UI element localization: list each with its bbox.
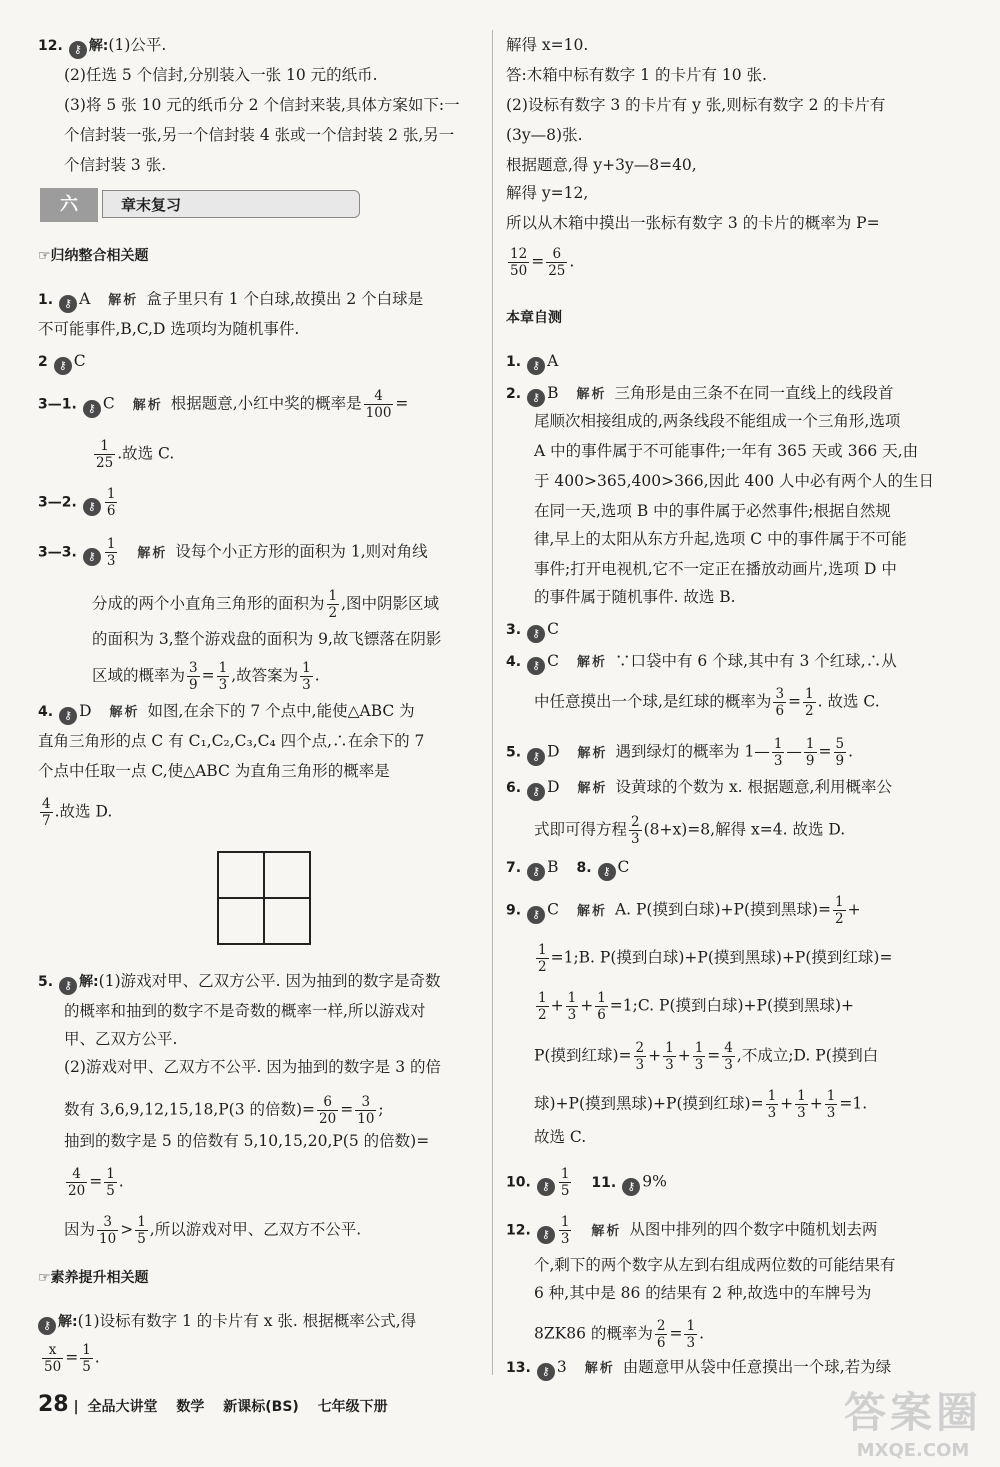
fraction: $\frac{2}{6}$ (656, 1318, 666, 1351)
subject: 数学 (176, 1399, 205, 1415)
a4-line2: 中任意摸出一个球,是红球的概率为 $\frac{3}{6}$ = $\frac{1}{2}$ . 故选 C. (534, 686, 880, 719)
fraction: $\frac{3}{9}$ (189, 660, 198, 693)
subheading-self-test: 本章自测 (506, 310, 562, 326)
grade: 七年级下册 (317, 1399, 388, 1415)
subheading-summary: ☞归纳整合相关题 (38, 248, 149, 264)
q4-line1: 4. ⚷ D 解析 如图,在余下的 7 个点中,能使△ABC 为 (38, 700, 415, 725)
fraction: $\frac{4}{3}$ (724, 1040, 733, 1073)
key-icon: ⚷ (598, 863, 616, 881)
fraction: $\frac{1}{3}$ (218, 660, 228, 693)
q12-line4: 个信封装一张,另一个信封装 4 张或一个信封装 2 张,另一 (64, 126, 455, 144)
q5-line3: 甲、乙双方公平. (64, 1030, 178, 1048)
fraction: $\frac{4}{7}$ (42, 796, 51, 829)
key-icon: ⚷ (527, 657, 545, 675)
grid-figure (188, 830, 348, 965)
a1-line: 1. ⚷ A (506, 350, 558, 375)
a4-line1: 4. ⚷ C 解析 ∵口袋中有 6 个球,其中有 3 个红球,∴从 (506, 650, 897, 675)
fraction: $\frac{2}{3}$ (631, 814, 640, 847)
r-line1: 解得 x=10. (506, 36, 589, 54)
watermark (844, 1380, 982, 1461)
q2-line: 2 ⚷ C (38, 350, 86, 375)
a9-line6: 故选 C. (534, 1128, 587, 1146)
a2-line2: 尾顺次相接组成的,两条线段不能组成一个三角形,选项 (534, 412, 901, 430)
q5-line1: 5. ⚷ 解:(1)游戏对甲、乙双方公平. 因为抽到的数字是奇数 (38, 970, 440, 995)
q12-line3: (3)将 5 张 10 元的纸币分 2 个信封来装,具体方案如下:一 (64, 96, 460, 114)
r-line8: $\frac{12}{50}$ = $\frac{6}{25}$ . (510, 246, 575, 279)
a2-line1: 2. ⚷ B 解析 三角形是由三条不在同一直线上的线段首 (506, 382, 893, 407)
q5-line8: 因为 $\frac{3}{10}$ > $\frac{1}{5}$ ,所以游戏对甲、乙双方不公平. (64, 1214, 362, 1247)
r-line6: 解得 y=12, (506, 184, 589, 202)
fraction: $\frac{2}{3}$ (635, 1040, 645, 1073)
q3-2-line: 3—2. ⚷ $\frac{1}{6}$ (38, 486, 116, 519)
fraction: $\frac{1}{25}$ (96, 438, 114, 471)
q5-line5: 数有 3,6,9,12,15,18,P(3 的倍数)= $\frac{6}{20}$ = $\frac{3}{10}$ ; (64, 1094, 384, 1127)
key-icon: ⚷ (527, 906, 545, 924)
a7-a8-line: 7. ⚷ B 8. ⚷ C (506, 856, 629, 881)
a12-line1: 12. ⚷ $\frac{1}{3}$ 解析 从图中排列的四个数字中随机划去两 (506, 1214, 878, 1247)
key-icon: ⚷ (527, 389, 545, 407)
fraction: $\frac{1}{5}$ (106, 1166, 115, 1199)
r-line3: (2)设标有数字 3 的卡片有 y 张,则标有数字 2 的卡片有 (506, 96, 886, 114)
a6-line2: 式即可得方程 $\frac{2}{3}$ (8+x)=8,解得 x=4. 故选 D. (534, 814, 846, 847)
q5-line6: 抽到的数字是 5 的倍数有 5,10,15,20,P(5 的倍数)= (64, 1132, 430, 1150)
a9-line4: P(摸到红球)= $\frac{2}{3}$ + $\frac{1}{3}$ + $\frac{1}{3}$ = $\frac{4}{3}$ ,不成立;D. P(摸到白 (534, 1040, 879, 1073)
key-icon: ⚷ (527, 863, 545, 881)
key-icon: ⚷ (59, 977, 77, 995)
watermark-url: MXQE.COM (856, 1440, 970, 1461)
q4-line2: 直角三角形的点 C 有 C₁,C₂,C₃,C₄ 四个点,∴在余下的 7 (38, 732, 425, 750)
a9-line3: $\frac{1}{2}$ + $\frac{1}{3}$ + $\frac{1}{6}$ =1;C. P(摸到白球)+P(摸到黑球)+ (538, 990, 855, 1023)
r-line7: 所以从木箱中摸出一张标有数字 3 的卡片的概率为 P= (506, 214, 880, 232)
q1-line2: 不可能事件,B,C,D 选项均为随机事件. (38, 320, 300, 338)
q3-3-line1: 3—3. ⚷ $\frac{1}{3}$ 解析 设每个小正方形的面积为 1,则对角线 (38, 536, 428, 569)
page-footer (38, 1392, 388, 1417)
q4-line4: $\frac{4}{7}$ .故选 D. (42, 796, 113, 829)
fraction: $\frac{1}{3}$ (767, 1088, 777, 1121)
key-icon: ⚷ (59, 707, 77, 725)
q1-line1: 1. ⚷ A 解析 盒子里只有 1 个白球,故摸出 2 个白球是 (38, 288, 423, 313)
r-line2: 答:木箱中标有数字 1 的卡片有 10 张. (506, 66, 767, 84)
fraction: $\frac{1}{3}$ (665, 1040, 674, 1073)
a2-line8: 的事件属于随机事件. 故选 B. (534, 588, 736, 606)
r-line5: 根据题意,得 y+3y—8=40, (506, 156, 697, 174)
fraction: $\frac{1}{5}$ (137, 1214, 146, 1247)
fraction: $\frac{6}{20}$ (319, 1094, 337, 1127)
q6-line2: $\frac{x}{50}$ = $\frac{1}{5}$ . (44, 1342, 100, 1375)
a2-line3: A 中的事件属于不可能事件;一年有 365 天或 366 天,由 (534, 442, 919, 460)
fraction: $\frac{5}{9}$ (835, 736, 845, 769)
key-icon: ⚷ (537, 1178, 555, 1196)
fraction: $\frac{1}{6}$ (106, 486, 116, 519)
fraction: $\frac{1}{3}$ (773, 736, 783, 769)
fraction: $\frac{1}{6}$ (597, 990, 606, 1023)
fraction: $\frac{1}{2}$ (538, 990, 547, 1023)
key-icon: ⚷ (83, 400, 101, 418)
fraction: $\frac{4}{100}$ (365, 388, 392, 421)
fraction: $\frac{4}{20}$ (68, 1166, 86, 1199)
footer-bar: | (73, 1399, 79, 1415)
key-icon: ⚷ (54, 357, 72, 375)
fraction: $\frac{1}{2}$ (538, 942, 547, 975)
q6-line1: ⚷ 解:(1)设标有数字 1 的卡片有 x 张. 根据概率公式,得 (38, 1310, 416, 1335)
fraction: $\frac{1}{3}$ (567, 990, 577, 1023)
a9-line1: 9. ⚷ C 解析 A. P(摸到白球)+P(摸到黑球)= $\frac{1}{2}$ + (506, 894, 861, 927)
a9-line5: 球)+P(摸到黑球)+P(摸到红球)= $\frac{1}{3}$ + $\frac{1}{3}$ + $\frac{1}{3}$ =1. (534, 1088, 868, 1121)
page-number: 28 (38, 1392, 69, 1417)
a6-line1: 6. ⚷ D 解析 设黄球的个数为 x. 根据题意,利用概率公 (506, 776, 892, 801)
book-title: 全品大讲堂 (87, 1399, 158, 1415)
q12-line1: 12. ⚷ 解:(1)公平. (38, 34, 166, 59)
key-icon: ⚷ (527, 357, 545, 375)
fraction: $\frac{1}{3}$ (826, 1088, 836, 1121)
a2-line5: 在同一天,选项 B 中的事件属于必然事件;根据自然规 (534, 502, 891, 520)
section-banner (40, 188, 362, 222)
key-icon: ⚷ (527, 625, 545, 643)
fraction: $\frac{1}{2}$ (835, 894, 844, 927)
fraction: $\frac{3}{10}$ (357, 1094, 375, 1127)
q12-line2: (2)任选 5 个信封,分别装入一张 10 元的纸币. (64, 66, 378, 84)
a5-line: 5. ⚷ D 解析 遇到绿灯的概率为 1— $\frac{1}{3}$ — $\frac{1}{9}$ = $\frac{5}{9}$ . (506, 736, 854, 769)
fraction: $\frac{3}{10}$ (99, 1214, 117, 1247)
key-icon: ⚷ (59, 295, 77, 313)
q12-line5: 个信封装 3 张. (64, 156, 167, 174)
q3-3-line4: 区域的概率为 $\frac{3}{9}$ = $\frac{1}{3}$ ,故答案为 $\frac{1}{3}$ . (92, 660, 320, 693)
q5-line7: $\frac{4}{20}$ = $\frac{1}{5}$ . (68, 1166, 124, 1199)
fraction: $\frac{1}{3}$ (694, 1040, 704, 1073)
fraction: $\frac{1}{3}$ (106, 536, 116, 569)
fraction: $\frac{x}{50}$ (44, 1342, 62, 1375)
key-icon: ⚷ (537, 1363, 555, 1381)
fraction: $\frac{1}{3}$ (797, 1088, 806, 1121)
fraction: $\frac{1}{5}$ (560, 1166, 570, 1199)
watermark-logo: 答案圈 (843, 1388, 982, 1437)
key-icon: ⚷ (527, 783, 545, 801)
fraction: $\frac{1}{3}$ (302, 660, 311, 693)
key-icon: ⚷ (83, 498, 101, 516)
q3-3-line3: 的面积为 3,整个游戏盘的面积为 9,故飞镖落在阴影 (92, 630, 442, 648)
fraction: $\frac{1}{5}$ (82, 1342, 91, 1375)
q3-1-line2: $\frac{1}{25}$ .故选 C. (96, 438, 175, 471)
fraction: $\frac{1}{2}$ (328, 588, 338, 621)
key-icon: ⚷ (69, 41, 87, 59)
section-title: 章末复习 (102, 190, 360, 218)
a13-line: 13. ⚷ 3 解析 由题意甲从袋中任意摸出一个球,若为绿 (506, 1356, 891, 1381)
a10-a11-line: 10. ⚷ $\frac{1}{5}$ 11. ⚷ 9% (506, 1166, 667, 1199)
q5-line2: 的概率和抽到的数字不是奇数的概率一样,所以游戏对 (64, 1002, 426, 1020)
q4-line3: 个点中任取一点 C,使△ABC 为直角三角形的概率是 (38, 762, 390, 780)
a12-line3: 6 种,其中是 86 的结果有 2 种,故选中的车牌号为 (534, 1284, 872, 1302)
fraction: $\frac{6}{25}$ (548, 246, 566, 279)
a2-line6: 律,早上的太阳从东方升起,选项 C 中的事件属于不可能 (534, 530, 907, 548)
r-line4: (3y—8)张. (506, 126, 583, 144)
q5-line4: (2)游戏对甲、乙双方不公平. 因为抽到的数字是 3 的倍 (64, 1058, 442, 1076)
a12-line2: 个,剩下的两个数字从左到右组成两位数的可能结果有 (534, 1256, 896, 1274)
fraction: $\frac{1}{3}$ (560, 1214, 570, 1247)
a3-line: 3. ⚷ C (506, 618, 559, 643)
a9-line2: $\frac{1}{2}$ =1;B. P(摸到白球)+P(摸到黑球)+P(摸到红球)= (538, 942, 893, 975)
fraction: $\frac{3}{6}$ (775, 686, 785, 719)
q3-1-line1: 3—1. ⚷ C 解析 根据题意,小红中奖的概率是 $\frac{4}{100}$ = (38, 388, 409, 421)
key-icon: ⚷ (527, 748, 545, 766)
subheading-literacy: ☞素养提升相关题 (38, 1270, 149, 1286)
column-divider (492, 30, 493, 1375)
edition: 新课标(BS) (223, 1399, 299, 1415)
key-icon: ⚷ (38, 1317, 56, 1335)
fraction: $\frac{12}{50}$ (510, 246, 528, 279)
key-icon: ⚷ (622, 1178, 640, 1196)
fraction: $\frac{1}{3}$ (686, 1318, 696, 1351)
fraction: $\frac{1}{2}$ (805, 686, 814, 719)
fraction: $\frac{1}{9}$ (805, 736, 815, 769)
section-number: 六 (40, 188, 98, 222)
key-icon: ⚷ (537, 1226, 555, 1244)
a2-line7: 事件;打开电视机,它不一定正在播放动画片,选项 D 中 (534, 560, 897, 578)
key-icon: ⚷ (83, 548, 101, 566)
q3-3-line2: 分成的两个小直角三角形的面积为 $\frac{1}{2}$ ,图中阴影区域 (92, 588, 440, 621)
a12-line4: 8ZK86 的概率为 $\frac{2}{6}$ = $\frac{1}{3}$ . (534, 1318, 704, 1351)
a2-line4: 于 400>365,400>366,因此 400 人中必有两个人的生日 (534, 472, 935, 490)
